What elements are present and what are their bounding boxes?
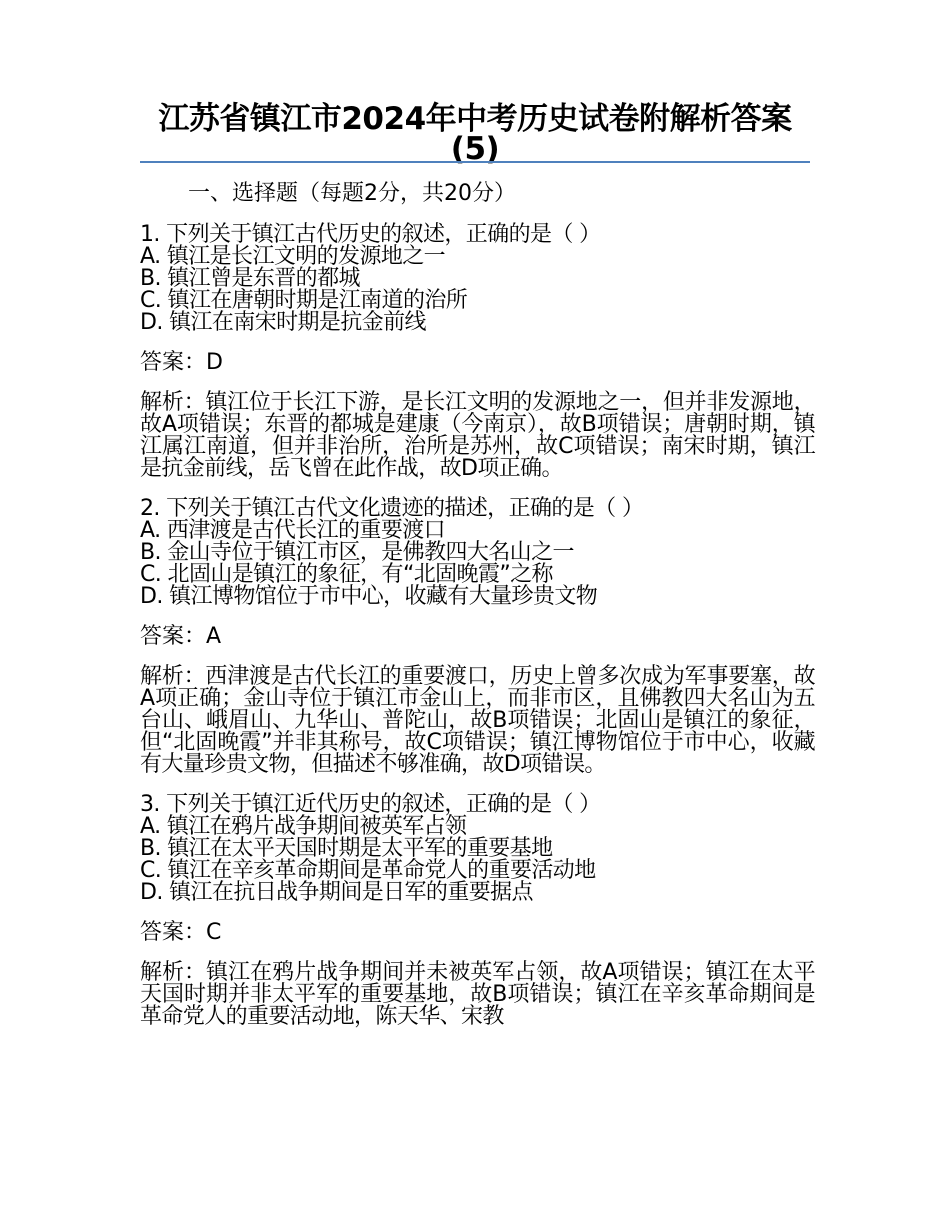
answer-line: 答案：A	[140, 624, 222, 649]
option-b: B. 镇江曾是东晋的都城	[140, 266, 360, 291]
question-3	[140, 794, 815, 1028]
document-body	[140, 224, 815, 1046]
option-b: B. 金山寺位于镇江市区，是佛教四大名山之一	[140, 540, 574, 565]
question-block	[140, 498, 815, 608]
question-stem: 3. 下列关于镇江近代历史的叙述，正确的是（ ）	[140, 792, 601, 817]
question-stem: 2. 下列关于镇江古代文化遗迹的描述，正确的是（ ）	[140, 496, 644, 521]
option-a: A. 镇江是长江文明的发源地之一	[140, 244, 446, 269]
option-c: C. 镇江在唐朝时期是江南道的治所	[140, 288, 468, 313]
question-1	[140, 224, 815, 480]
option-a: A. 西津渡是古代长江的重要渡口	[140, 518, 446, 543]
analysis-paragraph: 解析：镇江在鸦片战争期间并未被英军占领，故A项错误；镇江在太平天国时期并非太平军的重要基地，故B项错误；镇江在辛亥革命期间是革命党人的重要活动地，陈天华、宋教	[140, 960, 815, 1029]
title-underline	[140, 161, 810, 163]
option-a: A. 镇江在鸦片战争期间被英军占领	[140, 814, 467, 839]
option-c: C. 镇江在辛亥革命期间是革命党人的重要活动地	[140, 858, 596, 883]
section-heading: 一、选择题（每题2分，共20分）	[188, 181, 516, 206]
answer-line: 答案：D	[140, 350, 223, 375]
option-b: B. 镇江在太平天国时期是太平军的重要基地	[140, 836, 553, 861]
answer-line: 答案：C	[140, 920, 222, 945]
document-title: 江苏省镇江市2024年中考历史试卷附解析答案(5)	[158, 101, 792, 167]
option-d: D. 镇江在南宋时期是抗金前线	[140, 310, 426, 335]
question-stem: 1. 下列关于镇江古代历史的叙述，正确的是（ ）	[140, 222, 601, 247]
question-2	[140, 498, 815, 776]
analysis-paragraph: 解析：西津渡是古代长江的重要渡口，历史上曾多次成为军事要塞，故A项正确；金山寺位于镇江市金山上，而非市区，且佛教四大名山为五台山、峨眉山、九华山、普陀山，故B项错误；北固山是镇江的象征，但“北固晚霞”并非其称号，故C项错误；镇江博物馆位于市中心，收藏有大量珍贵文物，但描述不够准确，故D项错误。	[140, 664, 815, 777]
analysis-paragraph: 解析：镇江位于长江下游，是长江文明的发源地之一，但并非发源地，故A项错误；东晋的都城是建康（今南京），故B项错误；唐朝时期，镇江属江南道，但并非治所，治所是苏州，故C项错误；南宋时期，镇江是抗金前线，岳飞曾在此作战，故D项正确。	[140, 390, 815, 481]
option-d: D. 镇江在抗日战争期间是日军的重要据点	[140, 880, 533, 905]
question-block	[140, 224, 815, 334]
option-d: D. 镇江博物馆位于市中心，收藏有大量珍贵文物	[140, 584, 598, 609]
option-c: C. 北固山是镇江的象征，有“北固晚霞”之称	[140, 562, 553, 587]
question-block	[140, 794, 815, 904]
